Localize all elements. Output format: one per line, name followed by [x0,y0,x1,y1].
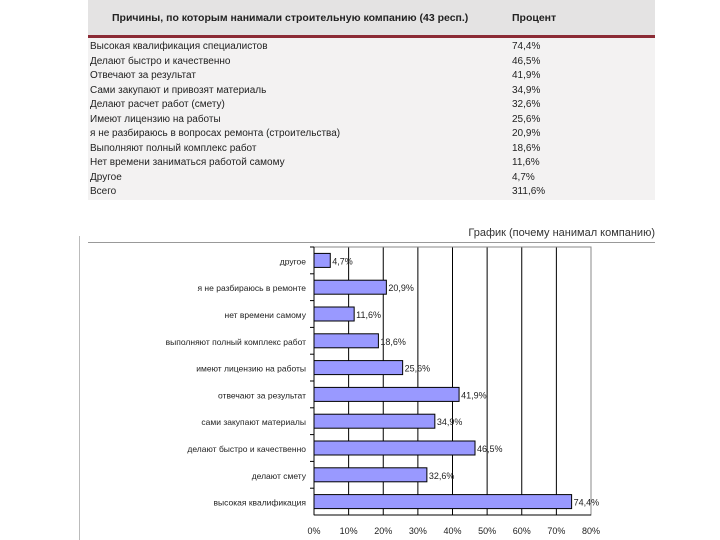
percent-cell: 34,9% [512,84,541,96]
x-tick-label: 40% [443,526,462,536]
bar [314,253,330,267]
bar [314,495,572,509]
category-label: делают смету [251,470,306,481]
data-label: 11,6% [356,310,382,320]
reason-cell: Делают быстро и качественно [90,55,231,67]
reason-cell: Высокая квалификация специалистов [90,41,268,52]
bar [314,468,427,482]
chart-title: График (почему нанимал компанию) [468,227,655,239]
category-label: выполняют полный комплекс работ [165,336,306,347]
x-tick-label: 50% [478,526,497,536]
bar [314,441,475,455]
category-label: другое [279,256,306,267]
header-reason: Причины, по которым нанимали строительную компанию (43 респ.) [112,12,469,24]
data-label: 34,9% [436,417,463,428]
category-label: отвечают за результат [218,390,306,401]
reason-cell: Имеют лицензию на работы [90,113,221,125]
percent-cell: 46,5% [512,55,541,67]
reason-cell: Другое [90,171,122,183]
category-label: высокая квалификация [213,497,306,508]
reason-cell: Делают расчет работ (смету) [90,99,225,110]
reason-cell: Нет времени заниматься работой самому [90,157,285,168]
category-label: я не разбираюсь в ремонте [197,283,306,294]
bar [314,280,386,294]
reason-cell: Сами закупают и привозят материаль [90,84,267,96]
data-label: 20,9% [388,283,414,294]
data-label: 4,7% [332,256,353,267]
x-tick-label: 60% [512,526,531,536]
category-label: делают быстро и качественно [187,444,306,454]
bar [314,307,354,321]
bar [314,387,459,401]
data-label: 74,4% [573,497,600,508]
category-label: имеют лицензию на работы [196,363,306,374]
data-label: 25,6% [404,363,431,374]
percent-cell: 11,6% [512,157,540,168]
reason-cell: я не разбираюсь в вопросах ремонта (строительства) [90,128,341,139]
bar [314,361,403,375]
bar [314,414,435,428]
header-percent: Процент [512,12,557,24]
x-tick-label: 20% [374,526,393,536]
reason-cell: Выполняют полный комплекс работ [90,142,257,154]
percent-cell: 311,6% [512,186,546,197]
bar [314,334,378,348]
data-label: 41,9% [461,390,487,401]
percent-cell: 4,7% [512,171,535,183]
x-tick-label: 80% [581,526,601,536]
data-label: 18,6% [380,336,406,347]
category-label: нет времени самому [224,310,306,320]
category-label: сами закупают материалы [201,417,306,428]
data-label: 32,6% [428,470,455,481]
x-tick-label: 30% [408,526,427,536]
data-label: 46,5% [477,444,503,454]
x-tick-label: 10% [339,526,358,536]
percent-cell: 18,6% [512,142,541,154]
percent-cell: 41,9% [512,70,541,81]
percent-cell: 25,6% [512,113,541,125]
x-tick-label: 0% [307,526,321,536]
percent-cell: 74,4% [512,41,541,52]
reason-cell: Всего [90,186,117,197]
x-tick-label: 70% [547,526,566,536]
percent-cell: 32,6% [512,99,541,110]
percent-cell: 20,9% [512,128,541,139]
reason-cell: Отвечают за результат [90,70,196,81]
